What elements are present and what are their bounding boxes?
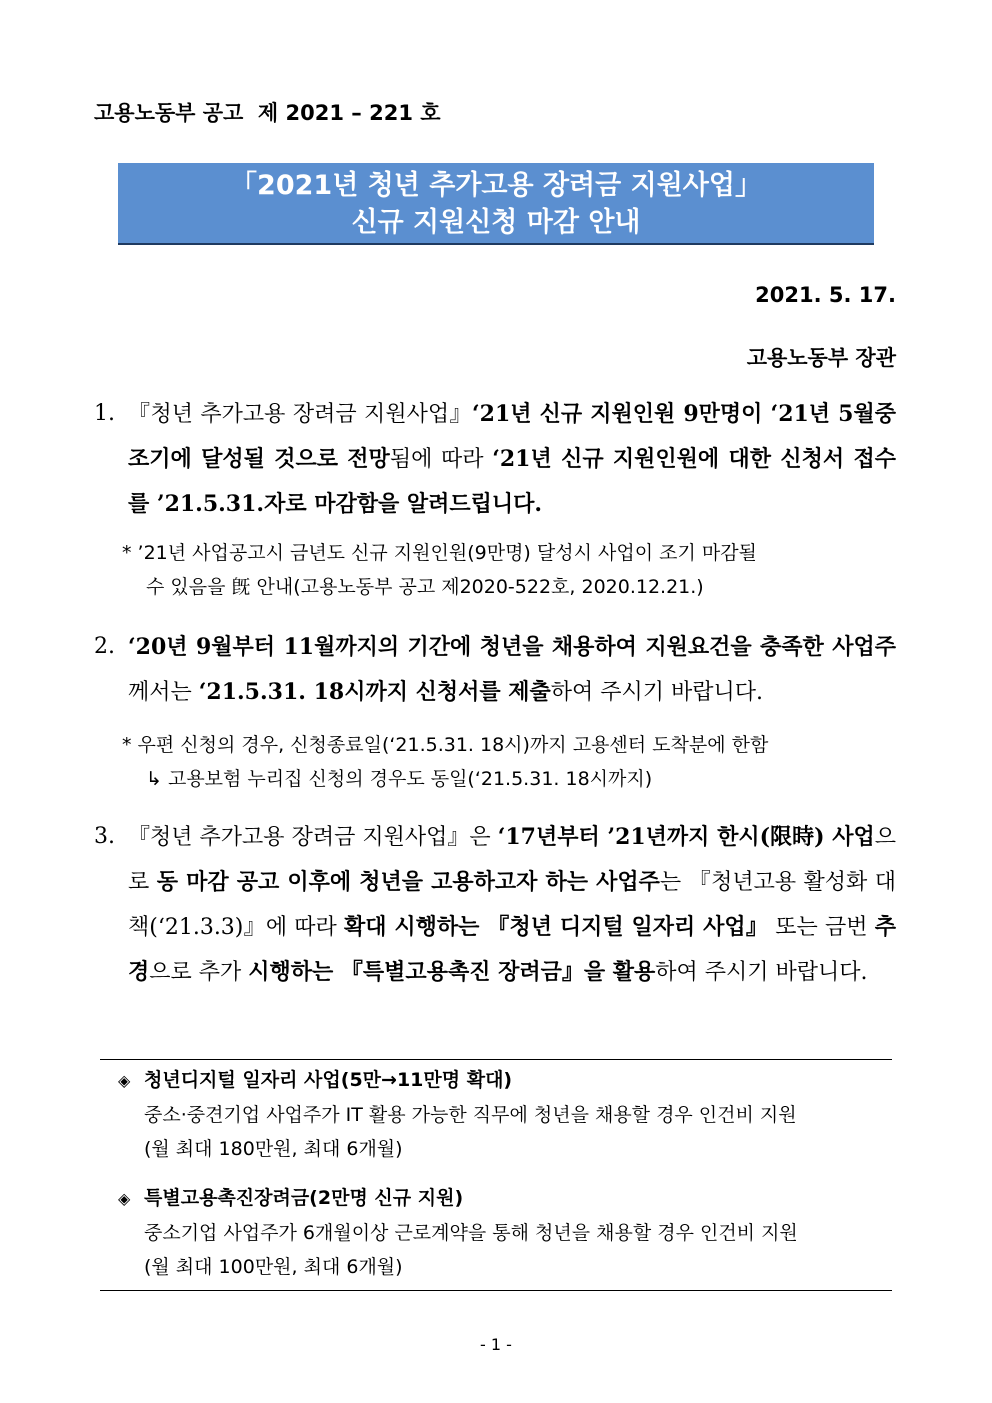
box-item-special-subsidy bbox=[118, 1181, 888, 1284]
box-item-line: 중소기업 사업주가 6개월이상 근로계약을 통해 청년을 채용할 경우 인건비 지원 bbox=[144, 1222, 798, 1244]
item-2-part: 께서는 bbox=[128, 680, 199, 705]
item-3-part: 하여 주시기 바랍니다. bbox=[655, 960, 868, 985]
item-1-part: 됨에 따라 bbox=[389, 447, 493, 472]
item-3-bold: 동 마감 공고 이후에 청년을 고용하고자 하는 사업주 bbox=[156, 869, 660, 895]
notice-date: 2021. 5. 17. bbox=[755, 283, 896, 307]
item-1-bold: ‘21년 신규 지원인원 9만명이 ‘21년 5월중 조기에 달성될 것으로 전망 bbox=[128, 401, 896, 472]
item-3-part: 『청년 추가고용 장려금 지원사업』은 bbox=[128, 825, 498, 850]
item-3-bold: 추경 bbox=[128, 914, 896, 985]
box-item-line: 중소·중견기업 사업주가 IT 활용 가능한 직무에 청년을 채용할 경우 인건비 지원 bbox=[144, 1104, 797, 1126]
note-1 bbox=[122, 536, 896, 604]
box-item-title: 특별고용촉진장려금(2만명 신규 지원) bbox=[144, 1187, 464, 1209]
note-2 bbox=[122, 728, 896, 796]
notice-author: 고용노동부 장관 bbox=[746, 346, 896, 370]
page-number: - 1 - bbox=[480, 1335, 512, 1354]
item-2-bold: ‘21.5.31. 18시까지 신청서를 제출 bbox=[198, 679, 551, 705]
item-3-part: 는 『청년고용 활성화 대책(‘21.3.3)』에 따라 bbox=[128, 870, 896, 940]
box-item-line: (월 최대 100만원, 최대 6개월) bbox=[144, 1256, 403, 1278]
item-3-bold: ‘17년부터 ’21년까지 한시(限時) 사업 bbox=[497, 824, 875, 850]
item-2-bold: ‘20년 9월부터 11월까지의 기간에 청년을 채용하여 지원요건을 충족한 사업주 bbox=[128, 634, 896, 660]
note-2-line-2: ↳ 고용보험 누리집 신청의 경우도 동일(‘21.5.31. 18시까지) bbox=[146, 768, 653, 790]
item-3 bbox=[94, 815, 896, 995]
item-2-part: 하여 주시기 바랍니다. bbox=[550, 680, 764, 705]
item-3-part: 으로 bbox=[128, 825, 896, 895]
item-3-part: 으로 추가 bbox=[149, 960, 249, 985]
box-item-digital-jobs bbox=[118, 1063, 888, 1166]
notice-number: 고용노동부 공고 제 2021 – 221 호 bbox=[94, 101, 441, 125]
note-1-line-2: 수 있음을 旣 안내(고용노동부 공고 제2020-522호, 2020.12.21.) bbox=[146, 576, 704, 598]
diamond-bullet-icon: ◈ bbox=[118, 1071, 131, 1090]
title-line-1: 「2021년 청년 추가고용 장려금 지원사업」 bbox=[230, 170, 762, 201]
title-line-2: 신규 지원신청 마감 안내 bbox=[351, 207, 641, 238]
item-number: 2. bbox=[94, 634, 115, 659]
box-item-line: (월 최대 180만원, 최대 6개월) bbox=[144, 1138, 403, 1160]
item-text bbox=[128, 392, 896, 527]
box-bottom-rule bbox=[100, 1290, 892, 1291]
item-number: 3. bbox=[94, 824, 115, 849]
item-3-part: 또는 금번 bbox=[768, 915, 875, 940]
item-1-part: 『청년 추가고용 장려금 지원사업』 bbox=[128, 402, 472, 427]
box-item-head bbox=[118, 1181, 888, 1216]
title-box bbox=[118, 163, 874, 245]
note-2-line-1: * 우편 신청의 경우, 신청종료일(‘21.5.31. 18시)까지 고용센터 도착분에 한함 bbox=[122, 734, 769, 756]
diamond-bullet-icon: ◈ bbox=[118, 1189, 131, 1208]
item-3-bold: 확대 시행하는 『청년 디지털 일자리 사업』 bbox=[344, 914, 769, 940]
box-item-title: 청년디지털 일자리 사업(5만→11만명 확대) bbox=[144, 1069, 513, 1091]
item-number: 1. bbox=[94, 401, 115, 426]
box-item-head bbox=[118, 1063, 888, 1098]
item-text bbox=[128, 625, 896, 715]
box-top-rule bbox=[100, 1059, 892, 1060]
item-1-bold: ‘21년 신규 지원인원에 대한 신청서 접수를 ’21.5.31.자로 마감함을 알려드립니다. bbox=[128, 446, 896, 517]
item-2 bbox=[94, 625, 896, 715]
item-3-bold: 시행하는 『특별고용촉진 장려금』을 활용 bbox=[248, 959, 656, 985]
item-1 bbox=[94, 392, 896, 527]
item-text bbox=[128, 815, 896, 995]
note-1-line-1: * ’21년 사업공고시 금년도 신규 지원인원(9만명) 달성시 사업이 조기 마감될 bbox=[122, 542, 757, 564]
